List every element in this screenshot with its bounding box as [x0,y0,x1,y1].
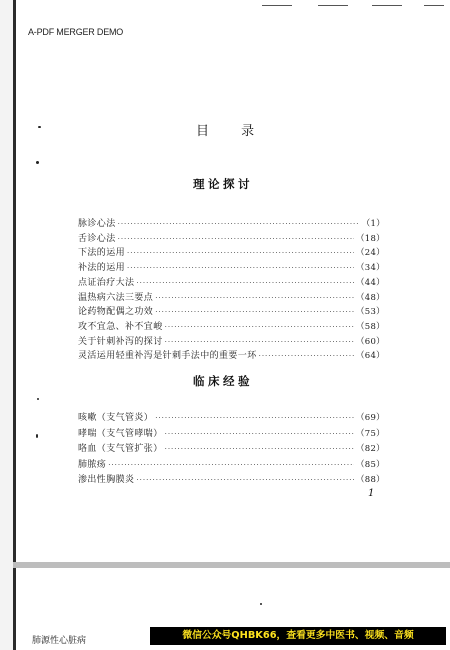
viewer-left-margin [0,0,13,650]
toc-leader-dots [118,235,354,243]
toc-leader-dots [165,323,354,331]
toc-entry [78,216,385,229]
toc-entry-page: （18） [355,233,385,244]
toc-entry-title: 肺脓疡 [78,459,107,470]
toc-leader-dots [155,414,354,422]
toc-entry-page: （58） [355,321,385,332]
section-heading-clinical: 临床经验 [193,374,253,388]
toc-entry [78,348,385,361]
toc-entry [78,334,385,347]
toc-entry-title: 渗出性胸膜炎 [78,475,135,485]
toc-entry [78,245,385,258]
toc-leader-dots [108,461,354,469]
promo-banner: 微信公众号QHBK66，查看更多中医书、视频、音频 [150,627,446,645]
toc-entry-title: 下法的运用 [78,248,126,259]
toc-entry-page: （53） [355,307,385,318]
scan-speck [37,398,39,400]
toc-entry-page: （60） [355,336,385,347]
toc-leader-dots [165,430,354,438]
toc-entry [78,410,385,423]
toc-entry-page: （34） [355,263,385,274]
toc-entry [78,304,385,317]
toc-entry-title: 关于针刺补泻的探讨 [78,336,163,347]
toc-entry [78,275,385,288]
scan-speck [260,603,262,605]
toc-entry-title: 补法的运用 [78,263,126,274]
toc-entry-title: 哮喘（支气管哮喘） [78,428,163,439]
toc-entry-page: （69） [355,413,385,423]
toc-leader-dots [165,445,354,453]
toc-entry [78,457,385,470]
toc-leader-dots [155,294,354,302]
toc-leader-dots [127,264,354,272]
toc-entry-page: （85） [355,459,385,470]
toc-leader-dots [155,308,354,316]
toc-entry [78,231,385,244]
toc-entry-title: 论药物配偶之功效 [78,307,154,318]
section-heading-theory: 理论探讨 [193,177,253,191]
scan-speck [38,126,41,128]
toc-entry-page: （75） [355,428,385,439]
toc-entry-title: 舌诊心法 [78,233,116,244]
toc-entry-page: （44） [355,277,385,288]
toc-entry-title: 咯血（支气管扩张） [78,444,163,454]
toc-entry-page: （64） [355,351,385,362]
toc-leader-dots [136,476,354,484]
toc-leader-dots [136,279,354,287]
page-number: 1 [368,488,375,499]
toc-title: 目 录 [196,124,269,139]
toc-entry-title: 温热病六法三要点 [78,292,154,303]
scan-speck [36,434,38,438]
toc-entry-title: 攻不宜急、补不宜峻 [78,321,163,332]
toc-entry-page: （88） [355,475,385,485]
toc-entry-title: 咳嗽（支气管炎） [78,413,154,423]
top-rule [318,5,348,6]
next-page-partial-text: 肺源性心脏病 [32,636,87,646]
scan-speck [36,161,39,164]
toc-entry-page: （48） [355,292,385,303]
toc-entry-page: （24） [355,248,385,259]
toc-entry [78,260,385,273]
toc-entry-title: 点证治疗大法 [78,277,135,288]
toc-entry-page: （82） [355,444,385,454]
toc-entry [78,441,385,454]
toc-entry-page: （1） [361,219,385,229]
toc-entry-title: 灵活运用轻重补泻是针刺手法中的重要一环 [78,351,257,362]
toc-leader-dots [127,249,354,257]
scanned-page-left-edge [13,0,16,650]
toc-entry [78,319,385,332]
top-rule [262,5,292,6]
toc-entry-title: 脉诊心法 [78,219,116,229]
toc-leader-dots [165,338,354,346]
top-rule [372,5,402,6]
demo-watermark: A-PDF MERGER DEMO [28,27,124,37]
toc-entry [78,426,385,439]
toc-entry [78,472,385,485]
page-separator [13,562,450,568]
toc-leader-dots [118,220,360,228]
top-rule [424,5,444,6]
toc-entry [78,290,385,303]
toc-leader-dots [259,352,354,360]
